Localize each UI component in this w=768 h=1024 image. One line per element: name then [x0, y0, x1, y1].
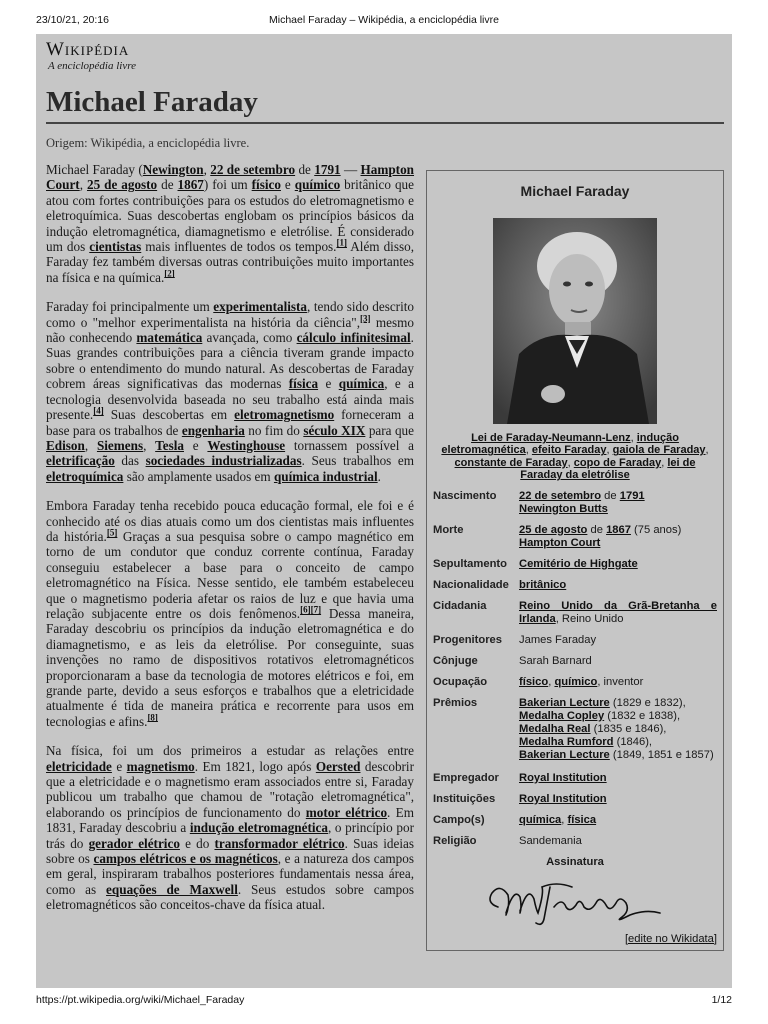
link[interactable]: motor elétrico: [305, 804, 388, 820]
text: , Reino Unido: [555, 612, 624, 625]
text: Michael Faraday (: [46, 162, 143, 177]
text: Faraday foi principalmente um: [46, 299, 214, 315]
link[interactable]: Westinghouse: [207, 437, 286, 453]
wikipedia-logo[interactable]: [46, 40, 136, 72]
text: britânico que atou com fortes contribuições para os estudos do eletromagnetismo e eletroquímica. Suas descobertas englobam os princípios básicos da indução eletromagnética, diamagnetismo e eletrólise. É considerado um dos: [46, 177, 414, 255]
logo-title: Wikipédia: [46, 39, 130, 60]
row-label: Cidadania: [433, 599, 487, 612]
link[interactable]: experimentalista: [213, 299, 308, 315]
caption-link[interactable]: copo de Faraday: [573, 456, 662, 469]
infobox-caption: [427, 424, 723, 488]
infobox-row-nascimento: [427, 488, 723, 518]
row-label: Prêmios: [433, 696, 478, 709]
award-link[interactable]: Medalha Copley: [519, 709, 605, 722]
text: e: [318, 376, 339, 392]
burial-link[interactable]: Cemitério de Highgate: [519, 557, 638, 570]
text: ,: [79, 177, 87, 193]
ref: [107, 528, 118, 538]
link[interactable]: gerador elétrico: [88, 835, 180, 851]
print-url: https://pt.wikipedia.org/wiki/Michael_Faraday: [36, 994, 245, 1006]
text: Além disso, Faraday fez também diversas outras contribuições muito importantes na física e na química.: [46, 239, 415, 285]
text: . Seus estudos sobre campos eletromagnéticos são conceitos-chave da física atual.: [46, 881, 414, 913]
institution-link[interactable]: Royal Institution: [519, 792, 607, 805]
link-hampton-court[interactable]: Hampton Court: [46, 162, 415, 193]
row-value: [519, 558, 717, 571]
text: forneceram a base para os trabalhos de: [46, 407, 414, 438]
text: de: [295, 162, 315, 177]
text: descobrir que a eletricidade e o magnetismo eram associados entre si, Faraday publicou um trabalho que chamou de "rotação eletromagnética", elaborando os princípios de funcionamento do: [46, 758, 414, 820]
row-value: James Faraday: [519, 633, 597, 646]
text: são amplamente usados em: [123, 468, 274, 484]
ref-link[interactable]: [2]: [164, 268, 175, 279]
link[interactable]: química industrial: [273, 468, 378, 484]
row-label: Cônjuge: [433, 654, 478, 667]
link[interactable]: eletrificação: [46, 453, 115, 469]
text: , e a tecnologia desenvolvida baseada no seu trabalho está ainda mais presente.: [46, 376, 414, 423]
print-page-number: 1/12: [711, 994, 732, 1006]
row-value: [519, 600, 717, 626]
link-quimico[interactable]: químico: [294, 177, 341, 193]
text: ,: [143, 437, 156, 453]
text: avançada, como: [202, 330, 297, 346]
text: mais influentes de todos os tempos.: [141, 239, 337, 255]
ref: [300, 605, 321, 615]
employer-link[interactable]: Royal Institution: [519, 771, 607, 784]
caption-link[interactable]: constante de Faraday: [454, 456, 568, 469]
link[interactable]: engenharia: [181, 422, 245, 438]
row-value: [519, 697, 717, 762]
text: de: [587, 523, 607, 536]
birth-date-link[interactable]: 22 de setembro: [519, 489, 602, 502]
link[interactable]: eletricidade: [46, 758, 112, 774]
article-content: [46, 162, 724, 957]
print-doc-title: Michael Faraday – Wikipédia, a enciclopédia livre: [269, 14, 499, 26]
infobox: [426, 170, 724, 951]
text: tornassem possível a: [285, 437, 414, 453]
link[interactable]: indução eletromagnética: [189, 820, 328, 836]
death-year-link[interactable]: 1867: [606, 523, 631, 536]
text: para que: [365, 422, 414, 438]
infobox-row-religiao: [427, 833, 723, 850]
text: das: [114, 453, 146, 469]
text: de: [601, 489, 620, 502]
text: . Suas ideias sobre os: [46, 835, 414, 867]
ref: [336, 238, 347, 248]
occupation-link[interactable]: físico: [519, 675, 549, 688]
award-link[interactable]: Bakerian Lecture: [519, 696, 610, 709]
ref-link[interactable]: [1]: [336, 237, 347, 248]
row-label: Religião: [433, 834, 477, 847]
text: , inventor: [597, 675, 644, 688]
text: . Seus trabalhos em: [301, 453, 414, 469]
infobox-row-instituicoes: [427, 791, 723, 808]
link[interactable]: século XIX: [303, 422, 366, 438]
ref-link[interactable]: [4]: [93, 405, 104, 416]
link[interactable]: eletromagnetismo: [234, 407, 335, 423]
row-value: [519, 490, 717, 516]
row-label: Progenitores: [433, 633, 503, 646]
infobox-title: Michael Faraday: [520, 183, 630, 199]
infobox-row-premios: [427, 695, 723, 764]
edit-link-text[interactable]: [edite no Wikidata]: [624, 932, 717, 945]
death-date-link[interactable]: 25 de agosto: [519, 523, 588, 536]
link[interactable]: Oersted: [315, 758, 361, 774]
caption-sep: ,: [525, 444, 532, 457]
field-link[interactable]: física: [567, 813, 597, 826]
caption-link[interactable]: indução eletromagnética: [441, 432, 679, 457]
text: , tendo sido descrito como o "melhor experimentalista na história da ciência",: [46, 299, 414, 330]
link[interactable]: transformador elétrico: [214, 835, 345, 851]
link[interactable]: Edison: [46, 437, 85, 453]
text: . Em 1831, Faraday descobriu a: [46, 804, 414, 836]
link-newington[interactable]: Newington: [142, 162, 204, 177]
text: . Em 1821, logo após: [194, 758, 316, 774]
row-label: Sepultamento: [433, 557, 507, 570]
caption-sep: ,: [705, 444, 709, 457]
award-link[interactable]: Bakerian Lecture: [519, 748, 610, 761]
row-label: Campo(s): [433, 813, 485, 826]
text: ) foi um: [203, 177, 252, 193]
text: ,: [203, 162, 211, 177]
row-value: [519, 772, 717, 785]
text: mesmo não conhecendo: [46, 314, 414, 346]
row-label: Morte: [433, 523, 464, 536]
text: (1829 e 1832),: [609, 696, 686, 709]
text: (1849, 1851 e 1857): [609, 748, 714, 761]
award-link[interactable]: Medalha Rumford: [519, 735, 614, 748]
link[interactable]: química: [338, 376, 385, 392]
row-value: [519, 524, 717, 550]
caption-sep: ,: [606, 444, 613, 457]
text: (1846),: [613, 735, 653, 748]
text: e: [111, 758, 127, 774]
link[interactable]: Tesla: [155, 437, 184, 453]
ref: [164, 268, 175, 278]
ref-link[interactable]: [5]: [106, 527, 118, 538]
logo-subtitle: A enciclopédia livre: [48, 60, 136, 72]
caption-link[interactable]: lei de Faraday da eletrólise: [520, 456, 696, 482]
ref-link[interactable]: [7]: [310, 604, 322, 615]
text: Suas descobertas em: [103, 407, 235, 423]
caption-link[interactable]: gaiola de Faraday: [612, 444, 706, 457]
print-header: [0, 14, 768, 30]
birth-place-link[interactable]: Newington Butts: [519, 502, 608, 515]
text: no fim do: [244, 422, 304, 438]
citizenship-link[interactable]: Reino Unido da Grã-Bretanha e Irlanda: [519, 599, 717, 625]
infobox-row-morte: [427, 522, 723, 552]
death-place-link[interactable]: Hampton Court: [519, 536, 601, 549]
ref-link[interactable]: [8]: [147, 712, 158, 723]
infobox-row-empregador: [427, 770, 723, 787]
text: , o princípio por trás do: [46, 820, 414, 851]
infobox-row-conjuge: [427, 653, 723, 670]
infobox-row-progenitores: [427, 632, 723, 649]
row-value: [519, 676, 717, 689]
link-1791[interactable]: 1791: [314, 162, 341, 177]
text: e do: [179, 835, 215, 851]
ref: [93, 406, 104, 416]
occupation-link[interactable]: químico: [554, 675, 598, 688]
link[interactable]: física: [288, 376, 319, 392]
text: Dessa maneira, Faraday descobriu os princípios da indução eletromagnética e do diamagnetismo, e as leis da eletrólise. Por conseguinte, suas invenções no ramo de dispositivos rotativos eletromagnéticos proporcionaram a base da tecnologia de motores elétricos e foi, em grande parte, devido a seus esforços e trabalhos que a eletricidade atualmente é tida de maneira prática e recorrente para usos em tecnologias e afins.: [46, 605, 414, 729]
text: (75 anos): [630, 523, 682, 536]
text: .: [377, 468, 381, 484]
signature-label: Assinatura: [546, 855, 604, 868]
link[interactable]: campos elétricos e os magnéticos: [93, 851, 278, 867]
row-label: Nascimento: [433, 489, 497, 502]
ref: [147, 712, 158, 722]
link[interactable]: cálculo infinitesimal: [296, 330, 411, 346]
text: (1835 e 1846),: [590, 722, 667, 735]
row-label: Nacionalidade: [433, 578, 509, 591]
text: Graças a sua pesquisa sobre o campo magnético em torno de um condutor que conduz corrente contínua, Faraday conseguiu estabelecer a base para o conceito de campo eletromagnético na Física. Nesse sentido, ele também estabeleceu que o magnetismo poderia afetar os raios de luz e que havia uma relação subjacente entre os dois fenômenos.: [46, 528, 414, 621]
text: ,: [84, 437, 97, 453]
row-value: [519, 814, 717, 827]
award-link[interactable]: Medalha Real: [519, 722, 591, 735]
nationality-link[interactable]: britânico: [519, 578, 567, 591]
row-label: Empregador: [433, 771, 499, 784]
link[interactable]: magnetismo: [126, 758, 195, 774]
row-value: [519, 793, 717, 806]
infobox-row-ocupacao: [427, 674, 723, 691]
text: e: [280, 177, 295, 193]
print-datetime: 23/10/21, 20:16: [36, 14, 109, 26]
caption-link[interactable]: efeito Faraday: [531, 444, 607, 457]
text: Na física, foi um dos primeiros a estudar as relações entre: [46, 743, 414, 759]
caption-link[interactable]: Lei de Faraday-Neumann-Lenz: [471, 432, 631, 444]
text: Embora Faraday tenha recebido pouca educação formal, ele foi e é conhecido até os dias atuais como um dos cientistas mais influentes da história.: [46, 498, 414, 544]
infobox-row-campos: [427, 812, 723, 829]
caption-sep: ,: [567, 456, 574, 469]
caption-sep: ,: [661, 456, 668, 469]
infobox-row-sepultamento: [427, 556, 723, 573]
row-value: [519, 579, 717, 592]
text: ,: [561, 813, 568, 826]
edit-wikidata-link[interactable]: [427, 933, 723, 946]
ref-link[interactable]: [3]: [360, 313, 371, 324]
link-1867[interactable]: 1867: [177, 177, 204, 193]
link[interactable]: equações de Maxwell: [106, 881, 238, 897]
link[interactable]: eletroquímica: [46, 468, 124, 484]
birth-year-link[interactable]: 1791: [619, 489, 645, 502]
text: . Suas grandes contribuições para a ciência tiveram grande impacto sobre o entendimento do mundo natural. As descobertas de Faraday cobrem áreas significativas das modernas: [46, 330, 414, 392]
page: [36, 34, 732, 988]
caption-sep: ,: [630, 432, 637, 444]
infobox-row-cidadania: [427, 598, 723, 628]
link-death-date[interactable]: 25 de agosto: [86, 177, 158, 193]
text: e: [184, 437, 208, 453]
field-link[interactable]: química: [519, 813, 562, 826]
portrait-photo[interactable]: [493, 218, 657, 424]
text: de: [157, 177, 178, 193]
row-label: Ocupação: [433, 675, 488, 688]
row-value: Sandemania: [519, 834, 582, 847]
ref: [360, 313, 371, 323]
origin-note: Origem: Wikipédia, a enciclopédia livre.: [46, 136, 250, 150]
link[interactable]: Siemens: [96, 437, 144, 453]
signature-image: [480, 873, 670, 929]
text: (1832 e 1838),: [604, 709, 681, 722]
page-title: Michael Faraday: [46, 84, 724, 124]
infobox-row-nacionalidade: [427, 577, 723, 594]
link-birth-date[interactable]: 22 de setembro: [210, 162, 296, 177]
text: —: [340, 162, 361, 177]
link[interactable]: matemática: [136, 330, 203, 346]
link[interactable]: sociedades industrializadas: [145, 453, 302, 469]
link-fisico[interactable]: físico: [251, 177, 281, 193]
text: ,: [548, 675, 555, 688]
link-cientistas[interactable]: cientistas: [89, 239, 142, 255]
ref-link[interactable]: [6]: [300, 604, 311, 615]
text: , e a natureza dos campos em geral, inspiraram trabalhos posteriores fundamentais nessa área, como as: [46, 851, 414, 897]
row-label: Instituições: [433, 792, 496, 805]
row-value: Sarah Barnard: [519, 654, 592, 667]
